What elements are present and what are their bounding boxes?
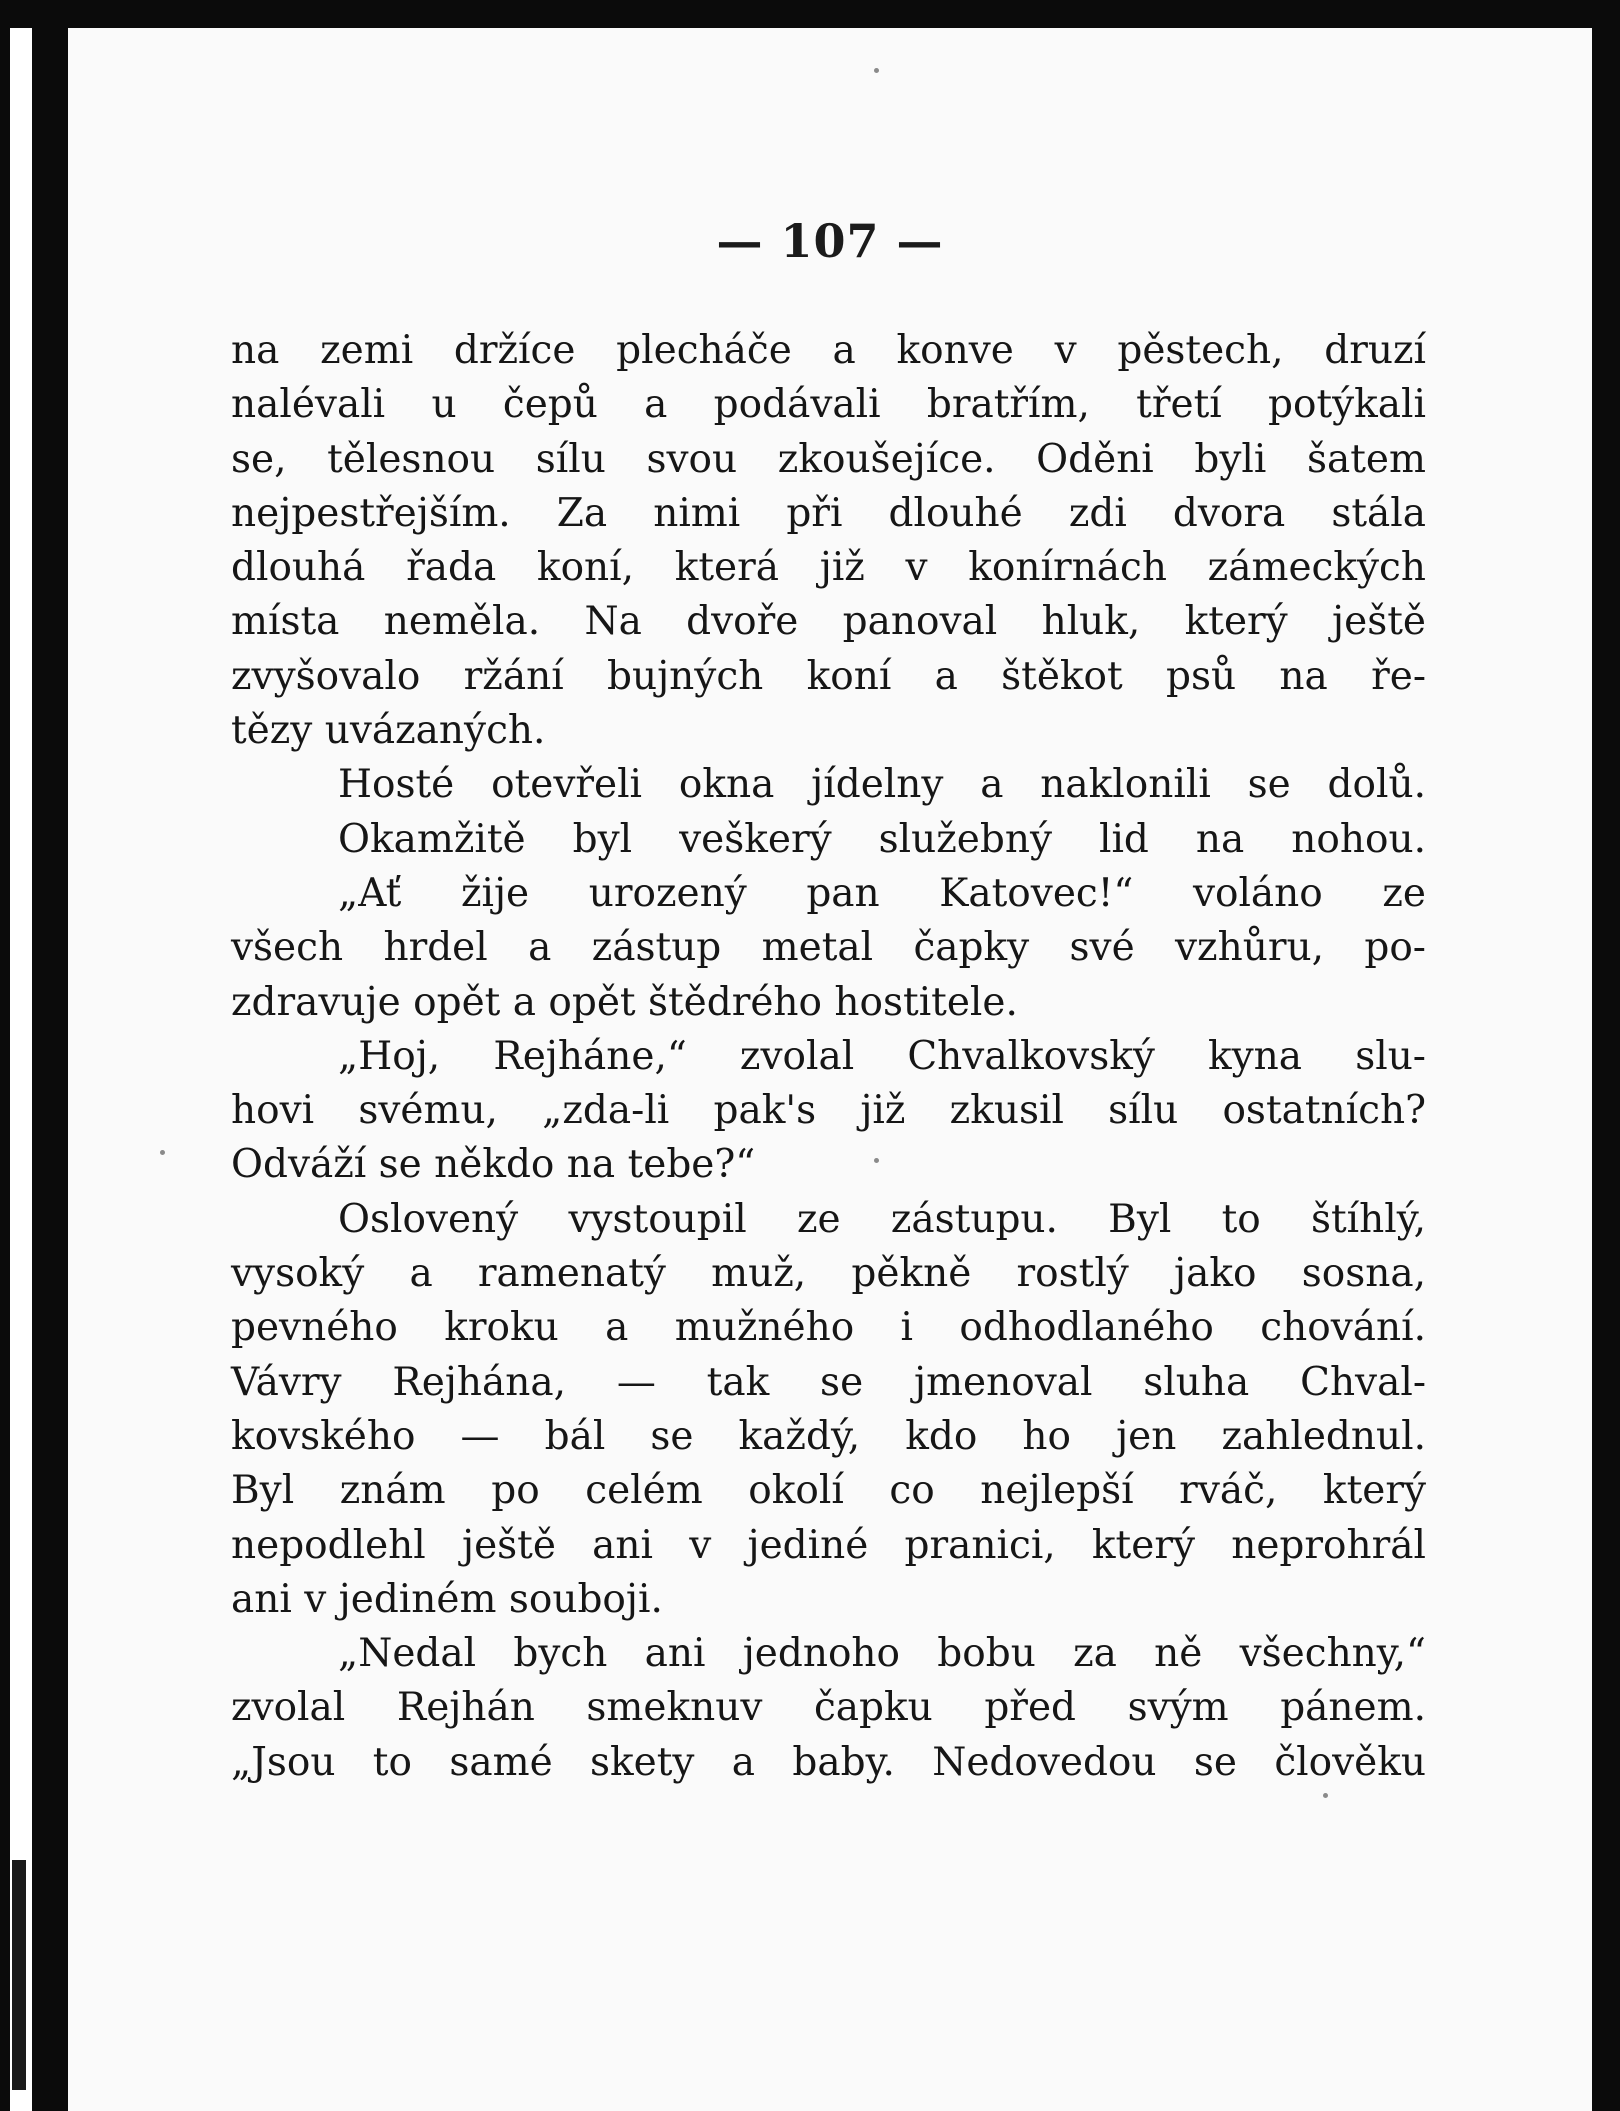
text-line: „Nedal bych ani jednoho bobu za ně všechny,“ xyxy=(338,1631,1426,1677)
top-border xyxy=(0,0,1620,28)
right-border xyxy=(1592,0,1620,2111)
text-line: Byl znám po celém okolí co nejlepší rváč, který xyxy=(231,1468,1426,1514)
paper-speck xyxy=(874,1158,879,1163)
spine-mark xyxy=(12,1860,26,2090)
text-line: nejpestřejším. Za nimi při dlouhé zdi dvora stála xyxy=(231,490,1426,536)
text-line: „Ať žije urozený pan Katovec!“ voláno ze xyxy=(338,870,1426,916)
text-line: tězy uvázaných. xyxy=(231,708,546,754)
book-page xyxy=(68,28,1592,2111)
text-line: místa neměla. Na dvoře panoval hluk, který ještě xyxy=(231,599,1426,645)
text-line: hovi svému, „zda-li pak's již zkusil sílu ostatních? xyxy=(231,1088,1426,1134)
text-line: „Jsou to samé skety a baby. Nedovedou se člověku xyxy=(231,1739,1426,1785)
text-line: kovského — bál se každý, kdo ho jen zahlednul. xyxy=(231,1413,1426,1459)
page-number: — 107 — xyxy=(716,214,944,268)
text-line: vysoký a ramenatý muž, pěkně rostlý jako sosna, xyxy=(231,1251,1426,1297)
text-line: nalévali u čepů a podávali bratřím, třetí potýkali xyxy=(231,382,1426,428)
text-line: dlouhá řada koní, která již v konírnách zámeckých xyxy=(231,545,1426,591)
body-text xyxy=(231,324,1426,1790)
text-line: Oslovený vystoupil ze zástupu. Byl to štíhlý, xyxy=(338,1196,1426,1242)
text-line: „Hoj, Rejháne,“ zvolal Chvalkovský kyna slu- xyxy=(338,1033,1426,1079)
text-line: nepodlehl ještě ani v jediné pranici, který neprohrál xyxy=(231,1522,1426,1568)
text-line: se, tělesnou sílu svou zkoušejíce. Oděni byli šatem xyxy=(231,436,1426,482)
text-line: Okamžitě byl veškerý služebný lid na nohou. xyxy=(338,816,1426,862)
text-line: všech hrdel a zástup metal čapky své vzhůru, po- xyxy=(231,925,1426,971)
text-line: pevného kroku a mužného i odhodlaného chování. xyxy=(231,1305,1426,1351)
paper-speck xyxy=(874,68,879,73)
paper-speck xyxy=(160,1150,165,1155)
text-line: na zemi držíce plecháče a konve v pěstech, druzí xyxy=(231,328,1426,373)
paper-speck xyxy=(1323,1793,1328,1798)
text-line: zdravuje opět a opět štědrého hostitele. xyxy=(231,979,1018,1025)
text-line: zvyšovalo ržání bujných koní a štěkot psů na ře- xyxy=(231,653,1426,699)
text-line: ani v jediném souboji. xyxy=(231,1576,663,1622)
text-line: Vávry Rejhána, — tak se jmenoval sluha Chval- xyxy=(231,1359,1426,1405)
text-line: zvolal Rejhán smeknuv čapku před svým pánem. xyxy=(231,1685,1426,1731)
spine-highlight xyxy=(10,0,32,2111)
text-line: Odváží se někdo na tebe?“ xyxy=(231,1142,756,1188)
text-line: Hosté otevřeli okna jídelny a naklonili se dolů. xyxy=(338,762,1426,808)
